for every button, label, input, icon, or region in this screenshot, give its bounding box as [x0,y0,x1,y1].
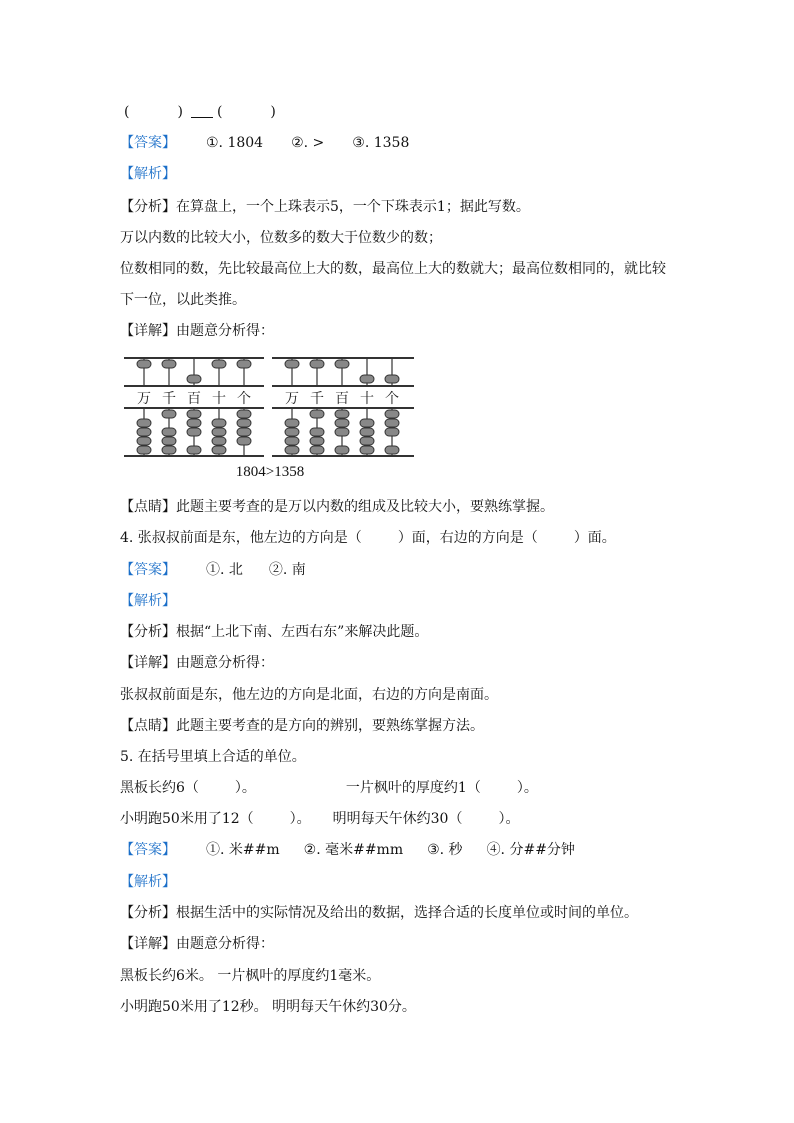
abacus-lower-bead [237,410,251,418]
q3-fenxi-3: 位数相同的数，先比较最高位上大的数，最高位上大的数就大；最高位数相同的，就比较 [120,261,666,277]
q5-fenxi [120,903,638,923]
abacus-lower-bead [237,437,251,445]
abacus-place-label: 万 [285,391,299,407]
abacus-lower-bead [385,419,399,427]
abacus-lower-bead [212,419,226,427]
point-text: 此题主要考查的是万以内数的组成及比较大小，要熟练掌握。 [176,499,554,515]
fenxi-text: 根据“上北下南、左西右东”来解决此题。 [176,624,429,640]
answer-2: ②. 毫米##mm [303,842,404,858]
abacus-place-label: 个 [385,391,399,407]
abacus-place-label: 个 [237,391,251,407]
detail-text: 由题意分析得： [176,655,274,671]
detail-label: 【详解】 [120,655,176,671]
blank-line-top [124,102,276,122]
abacus-lower-bead [187,410,201,418]
abacus-lower-bead [285,446,299,454]
q5-row-2 [120,809,519,829]
q5-detail-2: 小明跑50米用了12秒。 明明每天午休约30分。 [120,999,416,1015]
q5-answer-line [120,840,575,860]
abacus-lower-bead [310,410,324,418]
abacus-upper-bead [212,360,226,368]
q4-analysis-label: 【解析】 [120,593,176,609]
abacus-place-label: 千 [310,391,324,407]
abacus-lower-bead [137,446,151,454]
abacus-upper-bead [162,360,176,368]
abacus-lower-bead [335,410,349,418]
row2-b: ）。 [289,811,311,827]
abacus-place-label: 千 [162,391,176,407]
abacus-caption: 1804>1358 [235,464,305,480]
answer-2: ②. > [291,135,325,151]
abacus-place-label: 十 [212,391,226,407]
answer-4: ④. 分##分钟 [486,842,575,858]
answer-2: ②. 南 [268,562,306,578]
abacus-lower-bead [237,428,251,436]
row2-d: ）。 [498,811,520,827]
fenxi-text: 在算盘上，一个上珠表示5，一个下珠表示1；据此写数。 [176,199,530,215]
abacus-lower-bead [137,437,151,445]
q3-detail [120,321,274,341]
abacus-lower-bead [335,446,349,454]
row1-d: ）。 [516,780,538,796]
abacus-lower-bead [335,428,349,436]
answer-1: ①. 北 [206,562,243,578]
q3-fenxi-1 [120,197,530,217]
q3-fenxi-2: 万以内数的比较大小，位数多的数大于位数少的数； [120,230,442,246]
paren-open-1: ( [124,104,130,120]
paren-close-2: ) [270,104,276,120]
point-label: 【点睛】 [120,499,176,515]
abacus-upper-bead [137,360,151,368]
compare-blank [191,103,213,118]
abacus-upper-bead [335,360,349,368]
abacus-lower-bead [162,437,176,445]
answer-1: ①. 1804 [206,135,264,151]
q4-fenxi [120,622,428,642]
row2-c: 明明每天午休约30（ [332,811,463,827]
abacus-lower-bead [212,437,226,445]
fenxi-label: 【分析】 [120,199,176,215]
abacus-upper-bead [385,375,399,383]
detail-text: 由题意分析得： [176,936,274,952]
abacus-lower-bead [212,428,226,436]
answer-3: ③. 1358 [352,135,410,151]
q5-question: 5. 在括号里填上合适的单位。 [120,749,306,765]
fenxi-label: 【分析】 [120,624,176,640]
abacus-lower-bead [310,446,324,454]
abacus-lower-bead [162,428,176,436]
fenxi-text: 根据生活中的实际情况及给出的数据，选择合适的长度单位或时间的单位。 [176,905,638,921]
abacus-lower-bead [187,446,201,454]
detail-label: 【详解】 [120,936,176,952]
q4-question-a: 4. 张叔叔前面是东，他左边的方向是（ [120,530,362,546]
q5-row-1 [120,778,538,798]
abacus-lower-bead [360,428,374,436]
abacus-lower-bead [310,437,324,445]
abacus-place-label: 十 [360,391,374,407]
abacus-place-label: 万 [137,391,151,407]
abacus-lower-bead [360,446,374,454]
abacus-upper-bead [310,360,324,368]
abacus-upper-bead [360,375,374,383]
q4-point [120,716,484,736]
fenxi-label: 【分析】 [120,905,176,921]
answer-label: 【答案】 [120,135,176,151]
answer-label: 【答案】 [120,562,176,578]
abacus-lower-bead [187,428,201,436]
row2-a: 小明跑50米用了12（ [120,811,254,827]
q4-answer-line [120,560,306,580]
abacus-lower-bead [310,428,324,436]
row1-b: ）。 [234,780,256,796]
q3-point [120,497,554,517]
abacus-place-label: 百 [335,391,349,407]
point-text: 此题主要考查的是方向的辨别，要熟练掌握方法。 [176,718,484,734]
answer-3: ③. 秒 [427,842,463,858]
paren-close-1: ) [177,104,183,120]
abacus-lower-bead [285,428,299,436]
row1-c: 一片枫叶的厚度约1（ [345,780,481,796]
abacus-lower-bead [162,446,176,454]
row1-a: 黑板长约6（ [120,780,199,796]
abacus-lower-bead [385,410,399,418]
abacus-place-label: 百 [187,391,201,407]
q3-answer-line [120,133,409,153]
q3-fenxi-4: 下一位，以此类推。 [120,292,246,308]
q4-question-c: ）面。 [573,530,616,546]
abacus-upper-bead [285,360,299,368]
q5-detail [120,934,274,954]
answer-1: ①. 米##m [206,842,280,858]
abacus-lower-bead [162,410,176,418]
abacus-lower-bead [335,419,349,427]
q4-question [120,528,616,548]
q4-question-b: ）面，右边的方向是（ [397,530,538,546]
abacus-lower-bead [360,437,374,445]
abacus-upper-bead [187,375,201,383]
q5-detail-1: 黑板长约6米。 一片枫叶的厚度约1毫米。 [120,968,381,984]
abacus-lower-bead [285,437,299,445]
detail-text: 由题意分析得： [176,323,274,339]
abacus-lower-bead [385,446,399,454]
abacus-lower-bead [237,419,251,427]
paren-open-2: ( [216,104,223,120]
abacus-upper-bead [237,360,251,368]
abacus-lower-bead [137,419,151,427]
abacus-lower-bead [285,419,299,427]
answer-label: 【答案】 [120,842,176,858]
abacus-lower-bead [212,446,226,454]
abacus-lower-bead [137,428,151,436]
detail-label: 【详解】 [120,323,176,339]
q4-detail-line: 张叔叔前面是东，他左边的方向是北面，右边的方向是南面。 [120,687,498,703]
point-label: 【点睛】 [120,718,176,734]
abacus-lower-bead [360,419,374,427]
q4-detail [120,653,274,673]
abacus-lower-bead [385,428,399,436]
abacus-frames [124,358,414,456]
abacus-lower-bead [187,419,201,427]
q5-analysis-label: 【解析】 [120,874,176,890]
q3-analysis-label: 【解析】 [120,166,176,182]
abacus-figure [124,352,416,480]
